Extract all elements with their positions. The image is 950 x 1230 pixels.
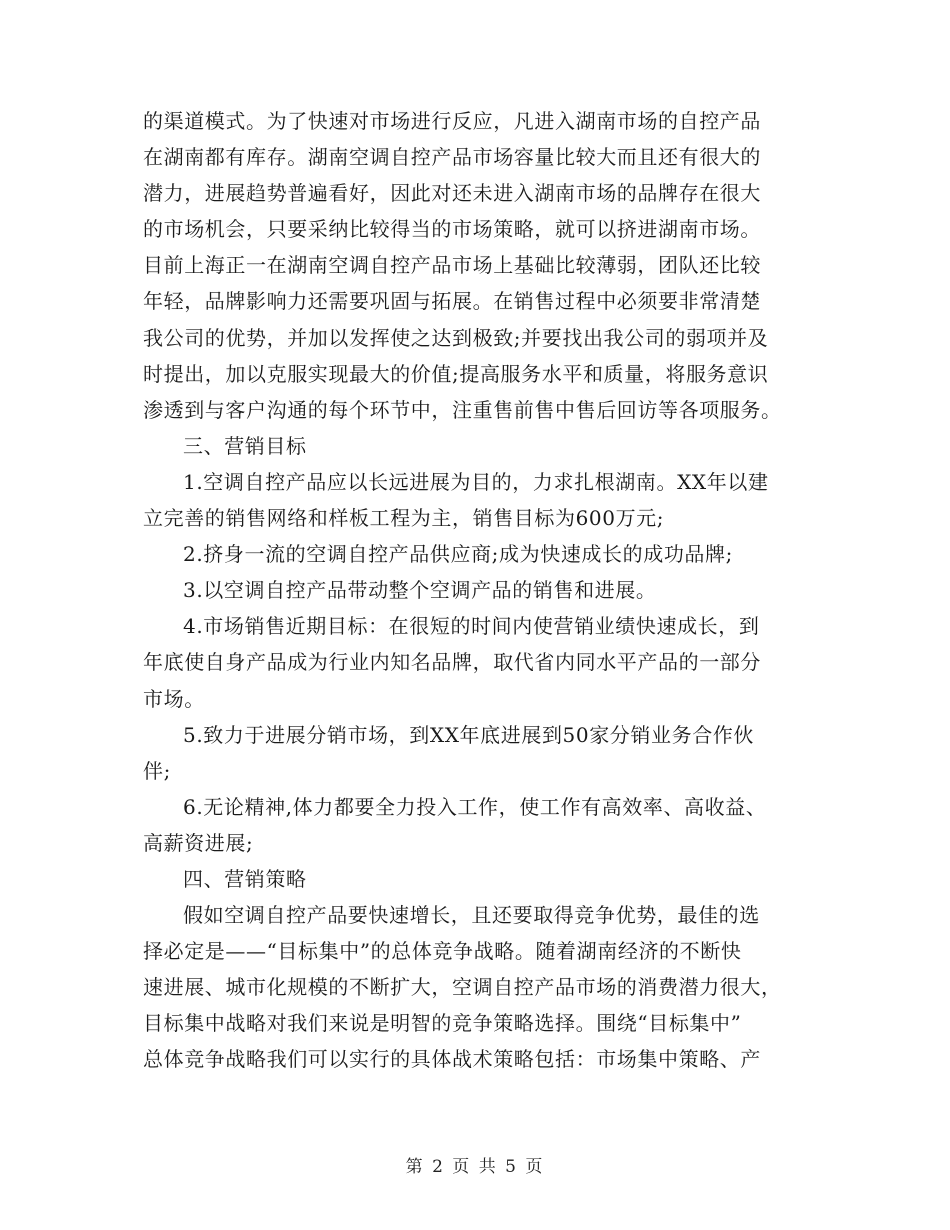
list-item-line: 6.无论精神,体力都要全力投入工作，使工作有高效率、高收益、 (183, 794, 767, 819)
text-line: 速进展、城市化规模的不断扩大，空调自控产品市场的消费潜力很大， (143, 975, 782, 1000)
list-item-line: 年底使自身产品成为行业内知名品牌，取代省内同水平产品的一部分 (143, 650, 761, 675)
page-number-footer: 第 2 页 共 5 页 (405, 1157, 545, 1177)
text-line: 潜力，进展趋势普遍看好，因此对还未进入湖南市场的品牌存在很大 (143, 181, 761, 206)
section-heading: 四、营销策略 (183, 866, 307, 891)
list-item-line: 立完善的销售网络和样板工程为主，销售目标为600万元; (143, 506, 665, 531)
text-line: 在湖南都有库存。湖南空调自控产品市场容量比较大而且还有很大的 (143, 145, 761, 170)
list-item-line: 伴; (143, 758, 171, 783)
list-item-line: 市场。 (143, 686, 205, 711)
section-heading: 三、营销目标 (183, 433, 307, 458)
text-line: 择必定是——“目标集中”的总体竞争战略。随着湖南经济的不断快 (143, 939, 742, 964)
text-line: 的市场机会，只要采纳比较得当的市场策略，就可以挤进湖南市场。 (143, 217, 761, 242)
list-item-line: 3.以空调自控产品带动整个空调产品的销售和进展。 (183, 578, 657, 603)
body-text (143, 103, 808, 1078)
text-line: 我公司的优势，并加以发挥使之达到极致;并要找出我公司的弱项并及 (143, 325, 769, 350)
list-item-line: 高薪资进展; (143, 830, 254, 855)
list-item-line: 5.致力于进展分销市场，到XX年底进展到50家分销业务合作伙 (183, 722, 755, 747)
list-item-line: 4.市场销售近期目标：在很短的时间内使营销业绩快速成长，到 (183, 614, 760, 639)
text-line: 目前上海正一在湖南空调自控产品市场上基础比较薄弱，团队还比较 (143, 253, 761, 278)
text-line: 渗透到与客户沟通的每个环节中，注重售前售中售后回访等各项服务。 (143, 397, 782, 422)
list-item-line: 2.挤身一流的空调自控产品供应商;成为快速成长的成功品牌; (183, 542, 733, 567)
text-line: 的渠道模式。为了快速对市场进行反应，凡进入湖南市场的自控产品 (143, 109, 761, 133)
text-line: 时提出，加以克服实现最大的价值;提高服务水平和质量，将服务意识 (143, 361, 769, 386)
text-line: 目标集中战略对我们来说是明智的竞争策略选择。围绕“目标集中” (143, 1011, 742, 1036)
text-line: 年轻，品牌影响力还需要巩固与拓展。在销售过程中必须要非常清楚 (143, 289, 761, 314)
text-line: 总体竞争战略我们可以实行的具体战术策略包括：市场集中策略、产 (143, 1047, 761, 1072)
text-line: 假如空调自控产品要快速增长，且还要取得竞争优势，最佳的选 (183, 903, 760, 928)
list-item-line: 1.空调自控产品应以长远进展为目的，力求扎根湖南。XX年以建 (183, 469, 769, 494)
